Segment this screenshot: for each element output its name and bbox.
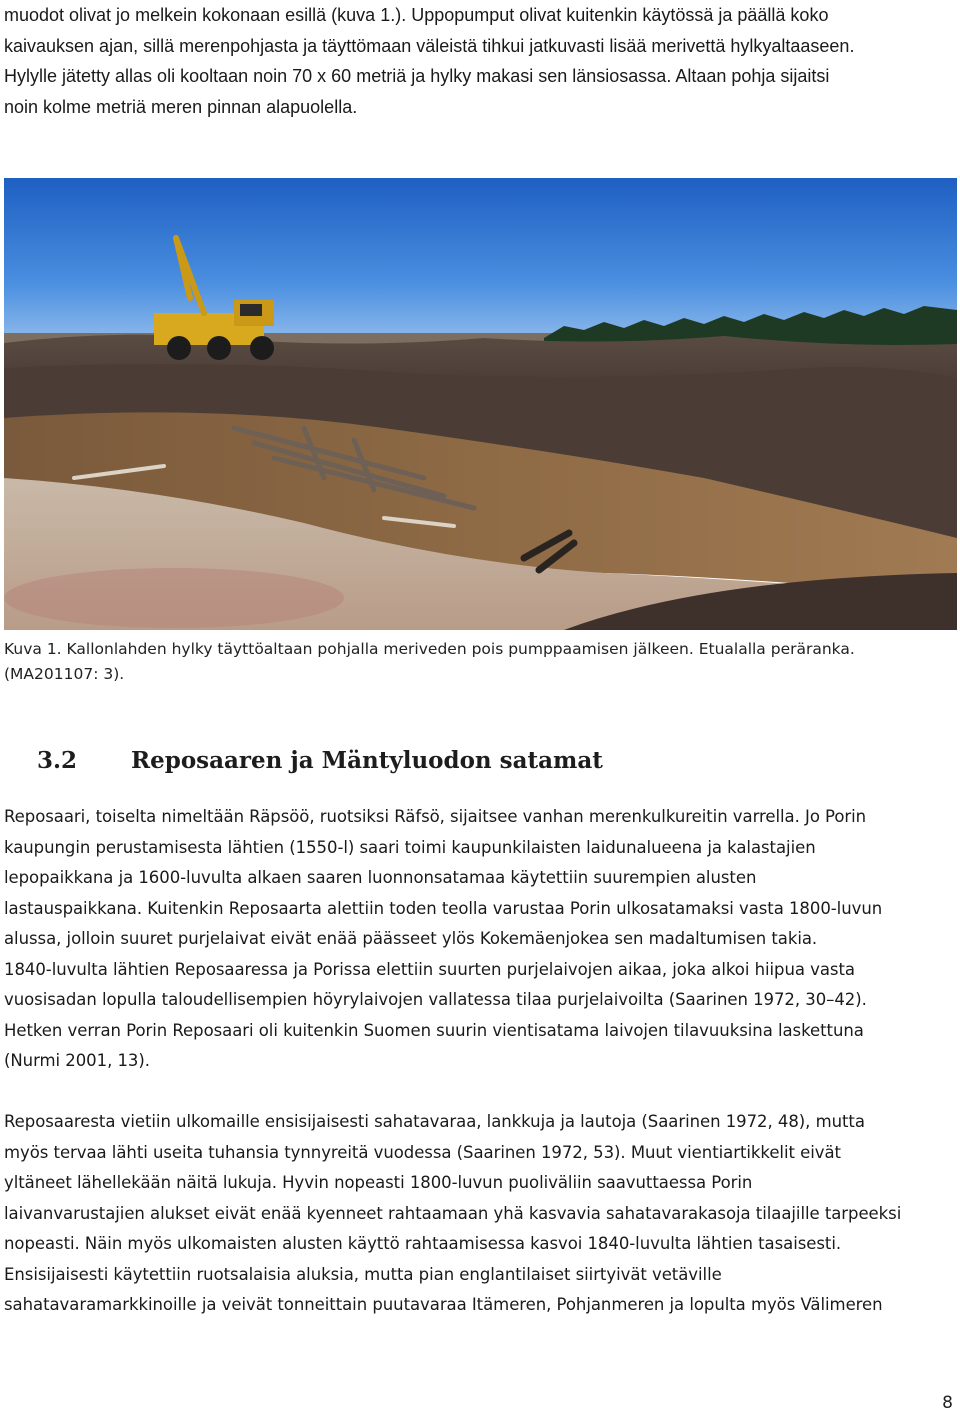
text-line: Ensisijaisesti käytettiin ruotsalaisia aluksia, mutta pian englantilaiset siirtyivät vetäville xyxy=(4,1264,722,1284)
text-line: nopeasti. Näin myös ulkomaisten alusten käyttö rahtaamisessa kasvoi 1840-luvulta lähtien tasaisesti. xyxy=(4,1234,842,1253)
figure-caption xyxy=(4,637,855,687)
text-line: myös tervaa lähti useita tuhansia tynnyreitä vuodessa (Saarinen 1972, 53). Muut vientiartikkelit eivät xyxy=(4,1142,841,1162)
text-line: Hylylle jätetty allas oli kooltaan noin 70 x 60 metriä ja hylky makasi sen länsiosassa. Altaan pohja sijaitsi xyxy=(4,66,830,86)
body-paragraph xyxy=(4,1107,901,1321)
caption-line: Kuva 1. Kallonlahden hylky täyttöaltaan pohjalla meriveden pois pumppaamisen jälkeen. Etualalla peräranka. xyxy=(4,640,855,658)
section-number: 3.2 xyxy=(37,747,78,774)
text-line: Reposaari, toiselta nimeltään Räpsöö, ruotsiksi Räfsö, sijaitsee vanhan merenkulkureitin varrella. Jo Porin xyxy=(4,807,867,826)
text-line: kaupungin perustamisesta lähtien (1550-l) saari toimi kaupunkilaisten laidunalueena ja kalastajien xyxy=(4,837,816,857)
section-heading xyxy=(37,744,603,778)
text-line: Hetken verran Porin Reposaari oli kuitenkin Suomen suurin vientisatama laivojen tilavuuksina laskettuna xyxy=(4,1020,864,1040)
text-line: muodot olivat jo melkein kokonaan esillä (kuva 1.). Uppopumput olivat kuitenkin käytössä ja päällä koko xyxy=(4,5,829,25)
text-line: Reposaaresta vietiin ulkomaille ensisijaisesti sahatavaraa, lankkuja ja lautoja (Saarinen 1972, 48), mutta xyxy=(4,1112,865,1131)
text-line: 1840-luvulta lähtien Reposaaressa ja Porissa elettiin suurten purjelaivojen aikaa, joka alkoi hiipua vasta xyxy=(4,959,855,979)
text-line: sahatavaramarkkinoille ja veivät tonneittain puutavaraa Itämeren, Pohjanmeren ja lopulta myös Välimeren xyxy=(4,1295,883,1314)
text-line: kaivauksen ajan, sillä merenpohjasta ja täyttömaan väleistä tihkui jatkuvasti lisää merivettä hylkyaltaaseen. xyxy=(4,35,855,56)
section-title: Reposaaren ja Mäntyluodon satamat xyxy=(131,747,603,774)
caption-line: (MA201107: 3). xyxy=(4,665,125,683)
text-line: laivanvarustajien alukset eivät enää kyenneet rahtaamaan yhä kasvavia sahatavarakasoja tilaajille tarpeeksi xyxy=(4,1203,902,1223)
page-number: 8 xyxy=(942,1393,953,1413)
text-line: vuosisadan lopulla taloudellisempien höyrylaivojen vallatessa tilaa purjelaivoilta (Saarinen 1972, 30–42). xyxy=(4,990,867,1009)
figure-photo xyxy=(4,178,957,630)
text-line: noin kolme metriä meren pinnan alapuolella. xyxy=(4,96,358,117)
intro-paragraph xyxy=(4,0,956,122)
text-line: lepopaikkana ja 1600-luvulta alkaen saaren luonnonsatamaa käytettiin suurempien alusten xyxy=(4,868,757,887)
text-line: yltäneet lähellekään näitä lukuja. Hyvin nopeasti 1800-luvun puoliväliin saavuttaessa Porin xyxy=(4,1173,753,1192)
body-paragraph xyxy=(4,802,882,1077)
text-line: (Nurmi 2001, 13). xyxy=(4,1051,150,1070)
text-line: alussa, jolloin suuret purjelaivat eivät enää päässeet ylös Kokemäenjokea sen madaltumisen takia. xyxy=(4,929,818,948)
text-line: lastauspaikkana. Kuitenkin Reposaarta alettiin toden teolla varustaa Porin ulkosatamaksi vasta 1800-luvun xyxy=(4,898,883,918)
